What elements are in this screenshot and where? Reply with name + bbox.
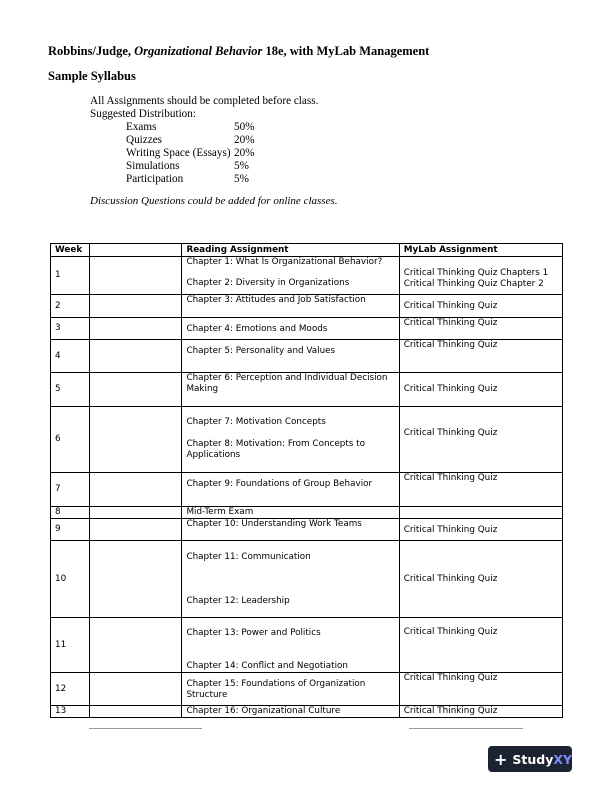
distribution-row: Quizzes 20% (126, 134, 255, 146)
plus-icon: + (494, 749, 508, 769)
distribution-row: Simulations 5% (126, 160, 249, 172)
intro-line: Suggested Distribution: (90, 108, 196, 120)
footer-rule (89, 728, 202, 729)
header-mylab: MyLab Assignment (399, 244, 562, 257)
table-row: 12 Chapter 15: Foundations of Organization Structure Critical Thinking Quiz (51, 673, 563, 706)
table-row: 13 Chapter 16: Organizational Culture Critical Thinking Quiz (51, 706, 563, 718)
table-row: 3 Chapter 4: Emotions and Moods Critical Thinking Quiz (51, 318, 563, 340)
table-row: 6 Chapter 7: Motivation Concepts Chapter 8: Motivation: From Concepts to Applications Critical Thinking Quiz (51, 407, 563, 473)
table-row: 9 Chapter 10: Understanding Work Teams Critical Thinking Quiz (51, 519, 563, 541)
table-row: 1 Chapter 1: What Is Organizational Behavior? Chapter 2: Diversity in Organizations Critical Thinking Quiz Chapters 1 Critical Thinking Quiz Chapter 2 (51, 257, 563, 295)
document-title: Robbins/Judge, Organizational Behavior 18e, with MyLab Management (48, 44, 430, 58)
table-row: 10 Chapter 11: Communication Chapter 12: Leadership Critical Thinking Quiz (51, 541, 563, 618)
footer-rule (409, 728, 523, 729)
distribution-row: Participation 5% (126, 173, 249, 185)
logo-text: StudyXY (512, 751, 573, 767)
header-reading: Reading Assignment (182, 244, 399, 257)
table-row: 11 Chapter 13: Power and Politics Chapter 14: Conflict and Negotiation Critical Thinking Quiz (51, 618, 563, 673)
document-subtitle: Sample Syllabus (48, 69, 136, 83)
table-header-row (51, 244, 563, 257)
table-row: 8 Mid-Term Exam (51, 507, 563, 519)
header-week: Week (51, 244, 90, 257)
table-row: 7 Chapter 9: Foundations of Group Behavior Critical Thinking Quiz (51, 473, 563, 507)
online-note: Discussion Questions could be added for online classes. (90, 195, 338, 207)
distribution-row: Exams 50% (126, 121, 255, 133)
header-blank (90, 244, 182, 257)
table-row: 4 Chapter 5: Personality and Values Critical Thinking Quiz (51, 340, 563, 373)
intro-text (90, 95, 318, 121)
table-row: 5 Chapter 6: Perception and Individual Decision Making Critical Thinking Quiz (51, 373, 563, 407)
distribution-row: Writing Space (Essays) 20% (126, 147, 255, 159)
syllabus-table (50, 243, 563, 718)
studyxy-logo[interactable] (488, 746, 572, 772)
intro-line: All Assignments should be completed before class. (90, 95, 319, 107)
table-row: 2 Chapter 3: Attitudes and Job Satisfaction Critical Thinking Quiz (51, 295, 563, 318)
grade-distribution (126, 121, 255, 186)
